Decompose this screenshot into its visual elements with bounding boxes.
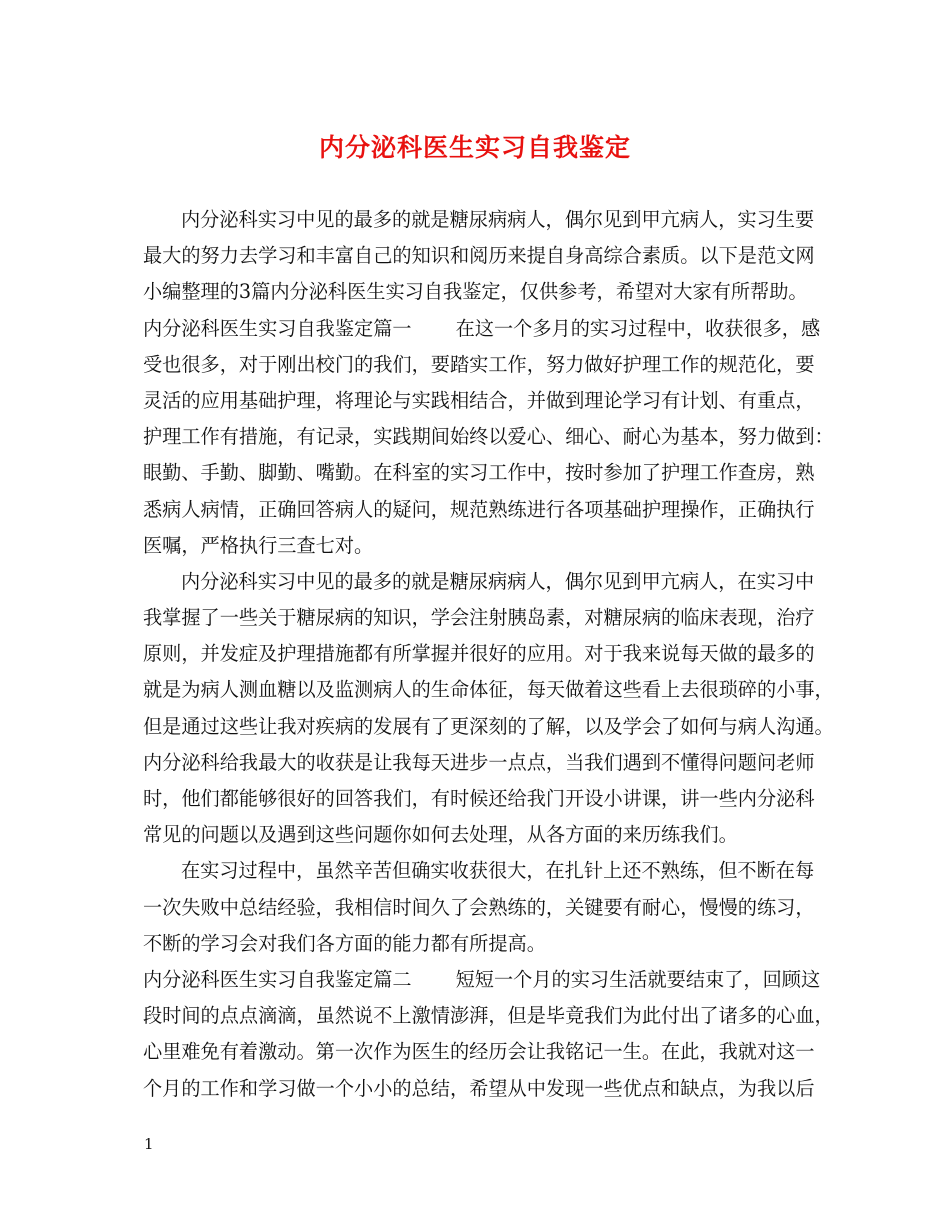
section-heading-1: 内分泌科医生实习自我鉴定篇一: [143, 316, 412, 340]
text-line: 原则，并发症及护理措施都有所掌握并很好的应用。对于我来说每天做的最多的: [143, 642, 815, 666]
text-line: 段时间的点点滴滴，虽然说不上激情澎湃，但是毕竟我们为此付出了诸多的心血，: [143, 1004, 834, 1028]
text-line-with-heading: [143, 311, 821, 347]
text-segment: 在这一个多月的实习过程中，收获很多，感: [455, 316, 821, 340]
text-line: 护理工作有措施，有记录，实践期间始终以爱心、细心、耐心为基本，努力做到：: [143, 425, 834, 449]
text-line: 在实习过程中，虽然辛苦但确实收获很大，在扎针上还不熟练，但不断在每: [181, 859, 815, 883]
page-number: 1: [144, 1135, 154, 1153]
text-line: 内分泌科实习中见的最多的就是糖尿病病人，偶尔见到甲亢病人，实习生要: [181, 208, 815, 231]
text-line: 内分泌科给我最大的收获是让我每天进步一点点，当我们遇到不懂得问题问老师: [143, 750, 815, 774]
text-line: 小编整理的3篇内分泌科医生实习自我鉴定，仅供参考，希望对大家有所帮助。: [143, 280, 808, 304]
text-line: 不断的学习会对我们各方面的能力都有所提高。: [143, 931, 546, 955]
text-line: 个月的工作和学习做一个小小的总结，希望从中发现一些优点和缺点，为我以后: [143, 1076, 815, 1100]
section-heading-2: 内分泌科医生实习自我鉴定篇二: [143, 967, 412, 991]
text-segment: 短短一个月的实习生活就要结束了，回顾这: [455, 967, 821, 991]
text-line: 但是通过这些让我对疾病的发展有了更深刻的了解，以及学会了如何与病人沟通。: [143, 714, 834, 738]
text-line: 时，他们都能够很好的回答我们，有时候还给我门开设小讲课，讲一些内分泌科: [143, 787, 815, 810]
text-line: 心里难免有着激动。第一次作为医生的经历会让我铭记一生。在此，我就对这一: [143, 1040, 815, 1064]
document-title: 内分泌科医生实习自我鉴定: [318, 133, 631, 162]
document-body: [143, 202, 834, 1107]
text-line: 我掌握了一些关于糖尿病的知识，学会注射胰岛素，对糖尿病的临床表现，治疗: [143, 606, 815, 630]
text-line: 最大的努力去学习和丰富自己的知识和阅历来提自身高综合素质。以下是范文网: [143, 244, 815, 268]
text-line: 一次失败中总结经验，我相信时间久了会熟练的，关键要有耐心，慢慢的练习，: [143, 895, 815, 919]
text-line: 受也很多，对于刚出校门的我们，要踏实工作，努力做好护理工作的规范化，要: [143, 352, 815, 376]
text-line: 医嘱，严格执行三查七对。: [143, 533, 374, 557]
text-line: 灵活的应用基础护理，将理论与实践相结合，并做到理论学习有计划、有重点，: [143, 388, 815, 412]
text-line: 常见的问题以及遇到这些问题你如何去处理，从各方面的来历练我们。: [143, 823, 738, 847]
text-line: 眼勤、手勤、脚勤、嘴勤。在科室的实习工作中，按时参加了护理工作查房，熟: [143, 461, 815, 485]
text-line: 就是为病人测血糖以及监测病人的生命体征，每天做着这些看上去很琐碎的小事，: [143, 678, 834, 702]
text-line-with-heading: [143, 962, 821, 998]
text-line: 内分泌科实习中见的最多的就是糖尿病病人，偶尔见到甲亢病人，在实习中: [181, 569, 815, 593]
text-line: 悉病人病情，正确回答病人的疑问，规范熟练进行各项基础护理操作，正确执行: [143, 497, 815, 521]
